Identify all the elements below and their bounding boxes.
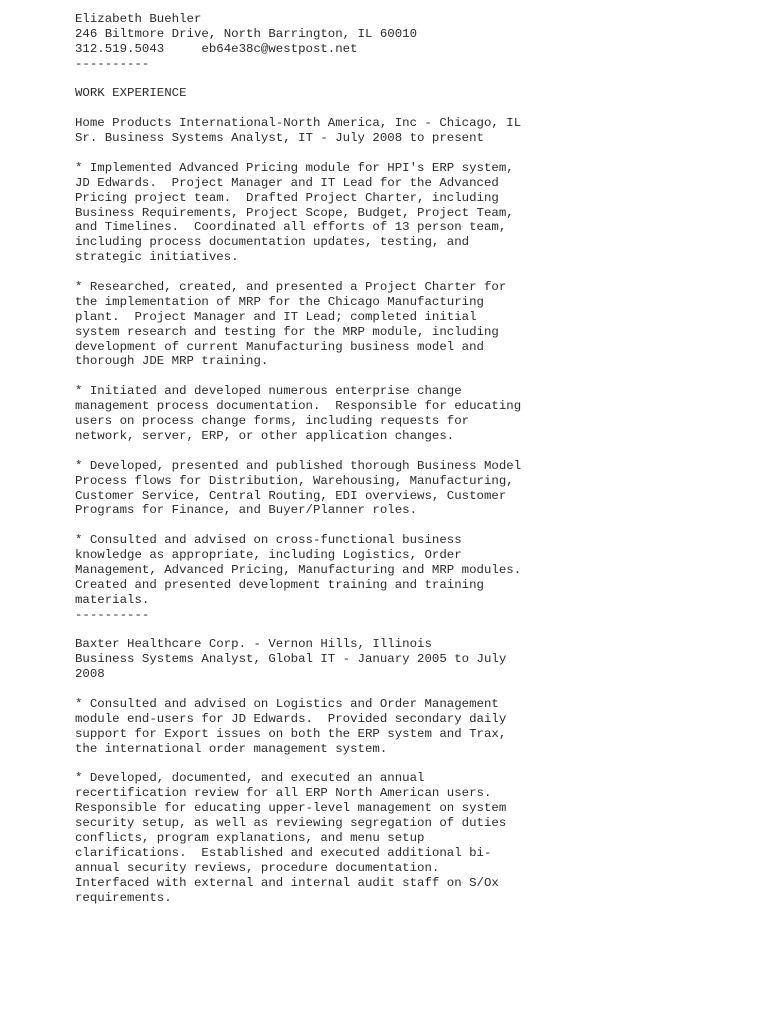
- job-entry: [75, 116, 735, 637]
- bullet-line: the international order management system.: [75, 741, 388, 756]
- job-title: 2008: [75, 667, 105, 682]
- bullet-line: thorough JDE MRP training.: [75, 354, 269, 369]
- job-bullet: [75, 533, 735, 607]
- bullet-line: * Consulted and advised on cross-functional business: [75, 533, 462, 548]
- resume-address: 246 Biltmore Drive, North Barrington, IL 60010: [75, 26, 418, 41]
- bullet-line: system research and testing for the MRP module, including: [75, 324, 499, 339]
- bullet-line: security setup, as well as reviewing segregation of duties: [75, 816, 507, 831]
- bullet-line: Programs for Finance, and Buyer/Planner roles.: [75, 503, 418, 518]
- bullet-line: users on process change forms, including requests for: [75, 414, 470, 429]
- bullet-line: recertification review for all ERP North American users.: [75, 786, 492, 801]
- bullet-line: including process documentation updates, testing, and: [75, 235, 470, 250]
- resume-name: Elizabeth Buehler: [75, 12, 202, 26]
- bullet-line: Interfaced with external and internal audit staff on S/Ox: [75, 875, 499, 890]
- bullet-line: Responsible for educating upper-level management on system: [75, 801, 507, 816]
- job-bullet: [75, 280, 735, 369]
- bullet-line: requirements.: [75, 890, 172, 905]
- resume-document: [75, 12, 735, 905]
- bullet-line: * Researched, created, and presented a Project Charter for: [75, 280, 507, 295]
- bullet-line: Created and presented development training and training: [75, 577, 484, 592]
- bullet-line: clarifications. Established and executed additional bi-: [75, 845, 492, 860]
- bullet-line: management process documentation. Responsible for educating: [75, 399, 522, 414]
- job-bullet: [75, 697, 735, 757]
- bullet-line: network, server, ERP, or other application changes.: [75, 428, 455, 443]
- header-rule: ----------: [75, 56, 150, 71]
- job-company: Baxter Healthcare Corp. - Vernon Hills, Illinois: [75, 637, 432, 652]
- job-list: [75, 116, 735, 905]
- bullet-line: knowledge as appropriate, including Logistics, Order: [75, 548, 462, 563]
- bullet-line: Customer Service, Central Routing, EDI overviews, Customer: [75, 488, 507, 503]
- bullet-line: conflicts, program explanations, and menu setup: [75, 830, 425, 845]
- bullet-line: plant. Project Manager and IT Lead; completed initial: [75, 309, 477, 324]
- bullet-line: * Implemented Advanced Pricing module for HPI's ERP system,: [75, 160, 514, 175]
- bullet-line: Business Requirements, Project Scope, Budget, Project Team,: [75, 205, 514, 220]
- section-rule: ----------: [75, 607, 150, 622]
- bullet-line: module end-users for JD Edwards. Provided secondary daily: [75, 711, 507, 726]
- job-title: Sr. Business Systems Analyst, IT - July 2008 to present: [75, 131, 484, 146]
- job-company: Home Products International-North America, Inc - Chicago, IL: [75, 116, 522, 131]
- bullet-line: Pricing project team. Drafted Project Charter, including: [75, 190, 499, 205]
- bullet-line: * Initiated and developed numerous enterprise change: [75, 384, 462, 399]
- bullet-line: annual security reviews, procedure documentation.: [75, 860, 440, 875]
- job-bullet: [75, 771, 735, 905]
- job-entry: [75, 637, 735, 905]
- bullet-line: and Timelines. Coordinated all efforts of 13 person team,: [75, 220, 507, 235]
- bullet-line: Management, Advanced Pricing, Manufacturing and MRP modules.: [75, 562, 522, 577]
- bullet-line: the implementation of MRP for the Chicago Manufacturing: [75, 294, 484, 309]
- bullet-line: development of current Manufacturing business model and: [75, 339, 484, 354]
- job-bullet: [75, 459, 735, 519]
- section-title: WORK EXPERIENCE: [75, 86, 187, 101]
- bullet-line: * Consulted and advised on Logistics and Order Management: [75, 696, 499, 711]
- job-title: Business Systems Analyst, Global IT - January 2005 to July: [75, 652, 507, 667]
- bullet-line: * Developed, documented, and executed an annual: [75, 771, 425, 786]
- bullet-line: strategic initiatives.: [75, 250, 239, 265]
- bullet-line: * Developed, presented and published thorough Business Model: [75, 458, 522, 473]
- bullet-line: JD Edwards. Project Manager and IT Lead for the Advanced: [75, 175, 499, 190]
- resume-contact: 312.519.5043 eb64e38c@westpost.net: [75, 41, 358, 56]
- bullet-line: Process flows for Distribution, Warehousing, Manufacturing,: [75, 473, 514, 488]
- job-bullet: [75, 161, 735, 265]
- bullet-line: support for Export issues on both the ERP system and Trax,: [75, 726, 507, 741]
- bullet-line: materials.: [75, 592, 150, 607]
- job-bullet: [75, 384, 735, 444]
